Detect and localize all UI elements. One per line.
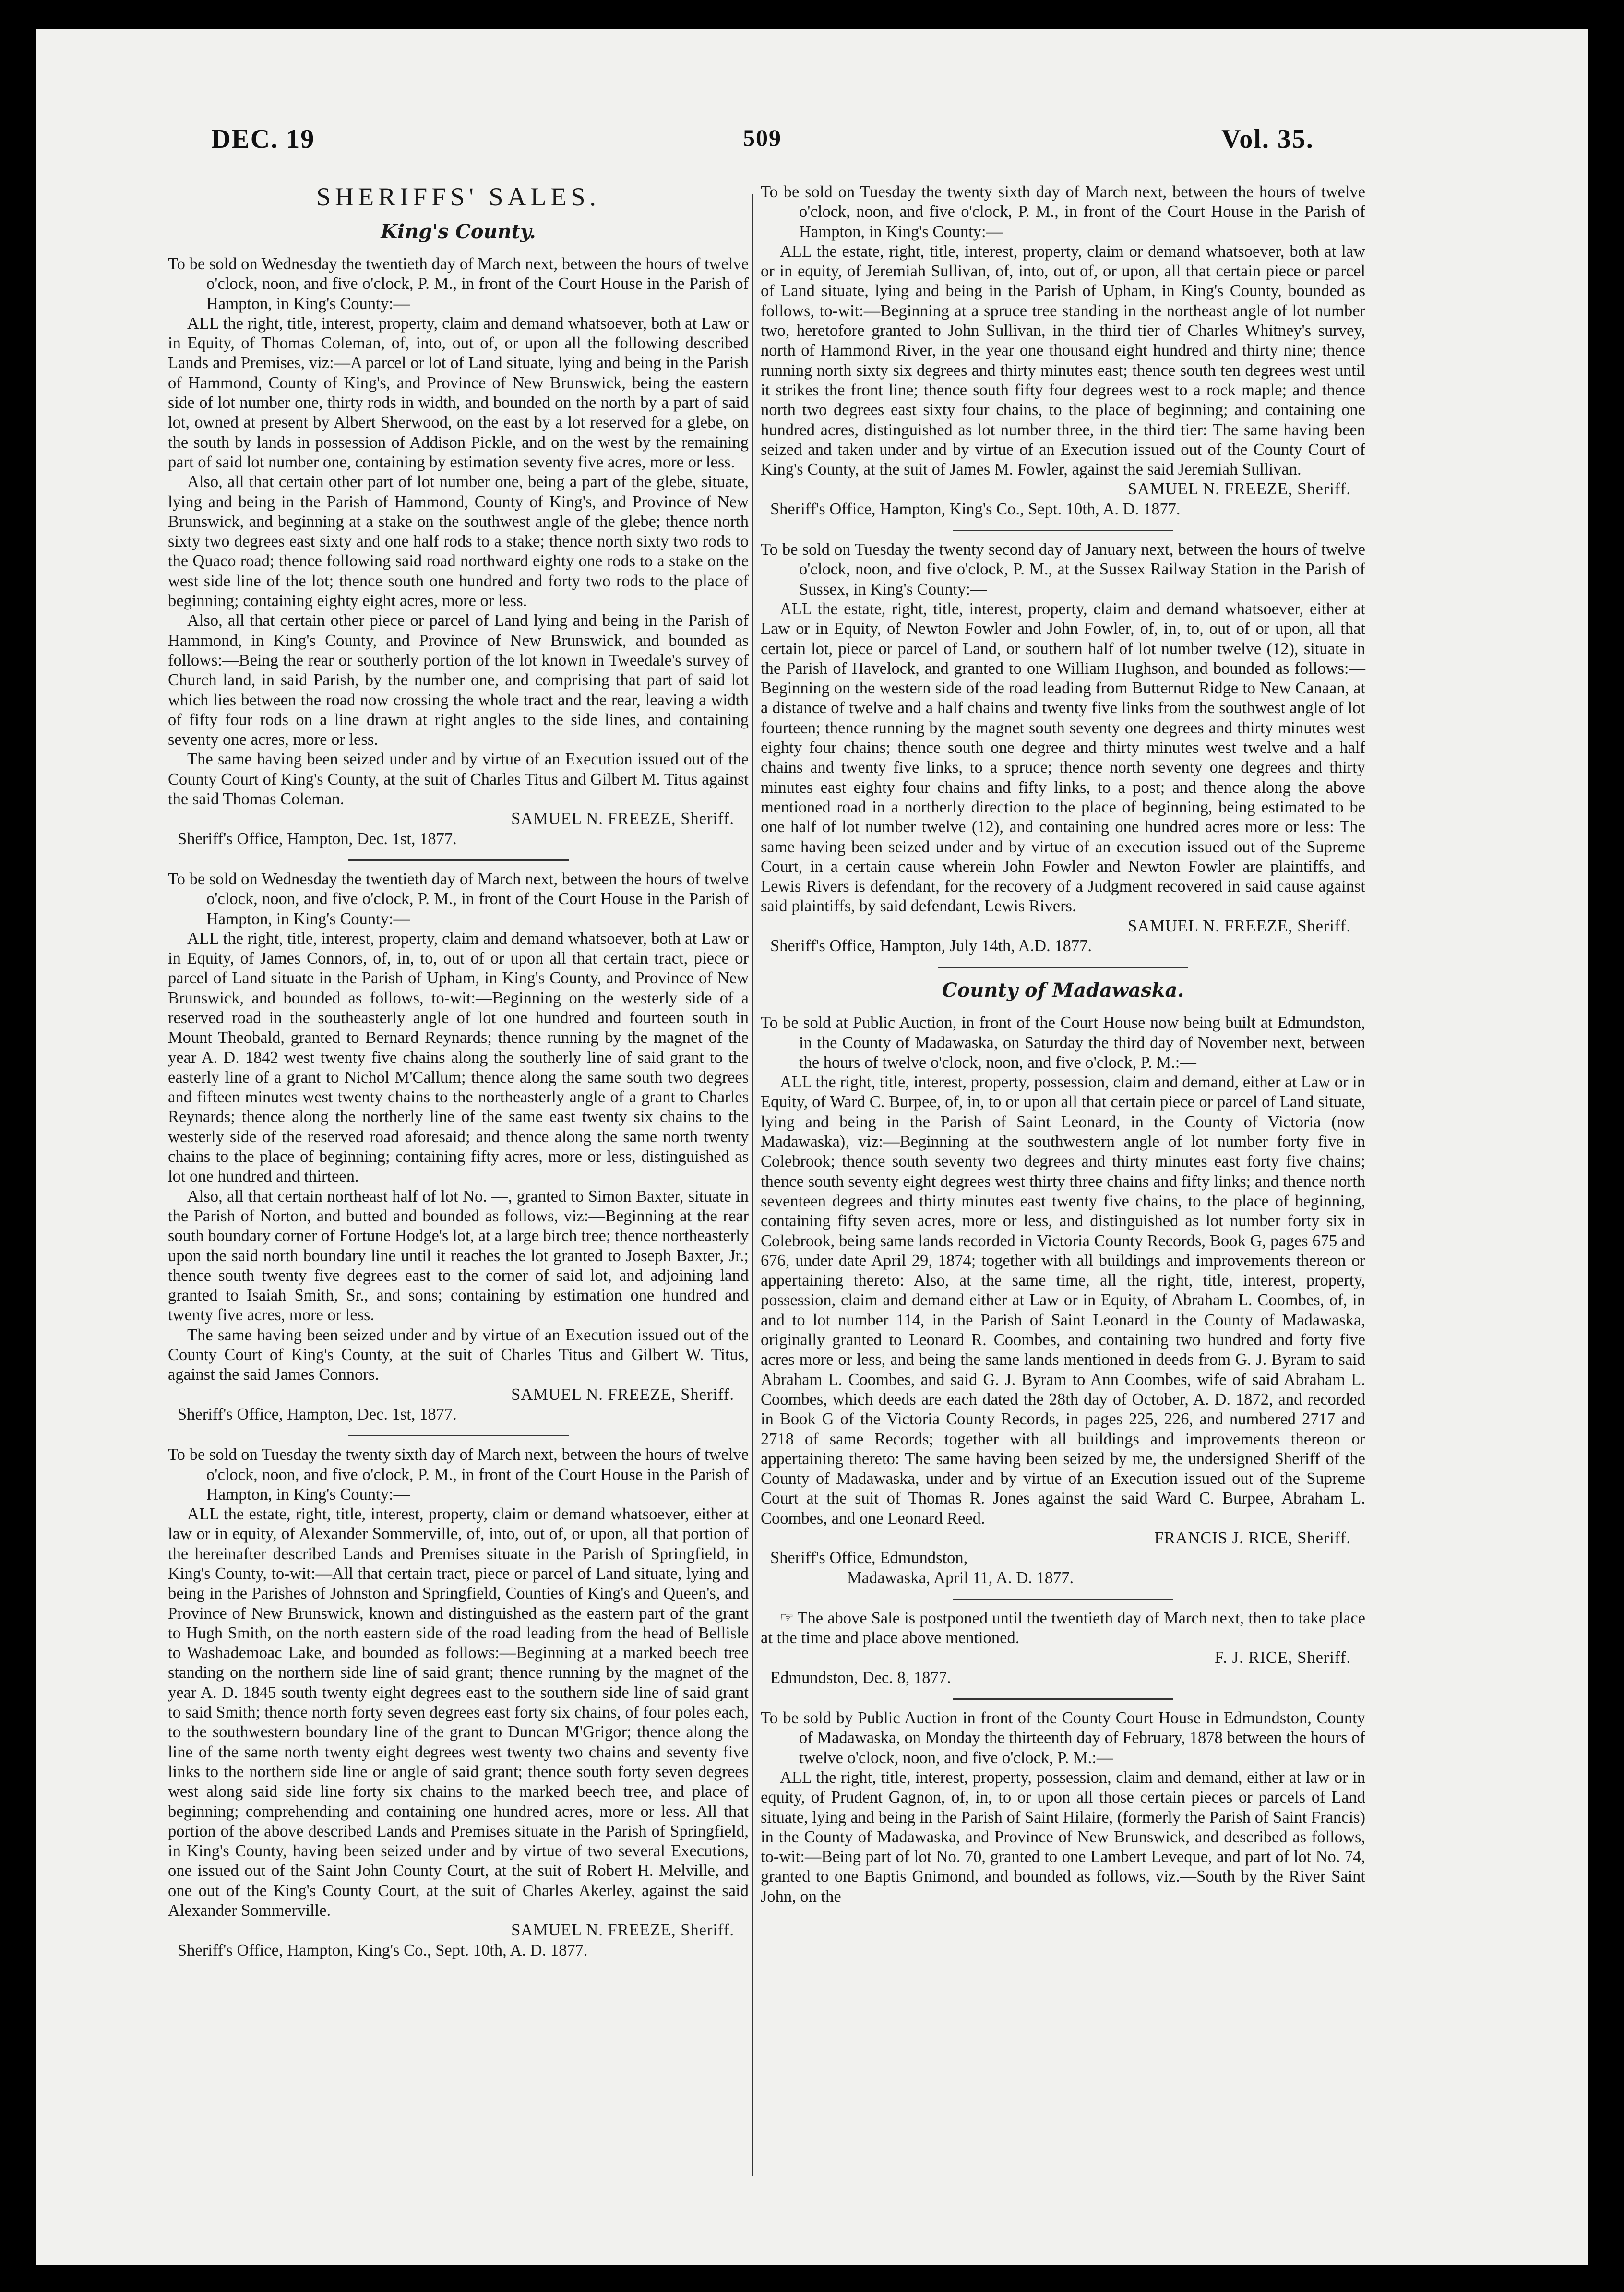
notice-paragraph: ALL the right, title, interest, property, claim and demand whatsoever, both at Law or in Equity, of James Connors, of, in, to, out of or upon all that certain tract, piece or parcel of Land situate in the Parish of Upham, in King's County, and Province of New Brunswick, and bounded as follows, to-wit:—Beginning on the westerly side of a reserved road in the southeasterly angle of lot one hundred and fourteen south in Mount Theobald, granted to Bernard Reynards; thence running by the magnet of the year A. D. 1842 west twenty five chains along the southerly line of said grant to the easterly line of a grant to Nichol M'Callum; thence along the same south two degrees and fifteen minutes west twenty chains to the northeasterly angle of a grant to Charles Reynards; thence along the northerly line of the same east twenty six chains to the westerly side of the reserved road aforesaid; and thence along the same north twenty chains to the place of beginning; containing fifty acres, more or less, distinguished as lot one hundred and thirteen. bbox=[168, 929, 749, 1186]
left-column bbox=[168, 182, 749, 1971]
notice-paragraph: ALL the right, title, interest, property, possession, claim and demand, either at law or in equity, of Prudent Gagnon, of, in, to or upon all those certain pieces or parcels of Land situate, lying and being in the Parish of Saint Hilaire, (formerly the Parish of Saint Francis) in the County of Madawaska, and Province of New Brunswick, and described as follows, to-wit:—Being part of lot No. 70, granted to one Lambert Leveque, and part of lot No. 74, granted to one Baptis Gnimond, and bounded as follows, viz.—South by the River Saint John, on the bbox=[761, 1768, 1365, 1906]
notice-paragraph: The same having been seized under and by virtue of an Execution issued out of the County Court of King's County, at the suit of Charles Titus and Gilbert M. Titus against the said Thomas Coleman. bbox=[168, 750, 749, 809]
header-volume: Vol. 35. bbox=[1221, 124, 1314, 154]
notice-paragraph: ALL the right, title, interest, property, claim and demand whatsoever, both at Law or in Equity, of Thomas Coleman, of, into, out of, or upon all the following described Lands and Premises, viz:—A parcel or lot of Land situate, lying and being in the Parish of Hammond, County of King's, and Province of New Brunswick, being the eastern side of lot number one, thirty rods in width, and bounded on the north by a part of said lot, owned at present by Albert Sherwood, on the east by a lot reserved for a glebe, on the south by lands in possession of Addison Pickle, and on the west by the remaining part of said lot number one, containing by estimation seventy five acres, more or less. bbox=[168, 314, 749, 471]
sheriff-office-line: Sheriff's Office, Hampton, Dec. 1st, 1877. bbox=[178, 829, 457, 848]
sheriff-office-line: Sheriff's Office, Edmundston, bbox=[770, 1549, 968, 1567]
notice-separator bbox=[348, 1435, 569, 1436]
notice-paragraph: ALL the estate, right, title, interest, property, claim and demand whatsoever, either at Law or in Equity, of Newton Fowler and John Fowler, of, in, to, out of or upon, all that certain lot, piece or parcel of Land, or southern half of lot number twelve (12), situate in the Parish of Havelock, and granted to one William Hughson, and bounded as follows:—Beginning on the western side of the road leading from Butternut Ridge to New Canaan, at a distance of twelve and a half chains and twenty five links from the southwest angle of lot fourteen; thence running by the magnet south seventy one degrees and thirty minutes west eighty four chains; thence south one degree and thirty minutes west twelve and a half chains and twenty five links, to a spruce; thence north seventy one degrees and thirty minutes east eighty four chains and fifty links, to a post; and thence along the above mentioned road in a northerly direction to the place of beginning, being estimated to be one half of lot number twelve (12), and containing one hundred acres more or less: The same having been seized under and by virtue of an execution issued out of the Supreme Court, in a certain cause wherein John Fowler and Newton Fowler are plaintiffs, and Lewis Rivers is defendant, for the recovery of a Judgment recovered in said cause against said plaintiffs, by said defendant, Lewis Rivers. bbox=[761, 599, 1365, 916]
sheriff-signature: F. J. RICE, Sheriff. bbox=[1215, 1648, 1351, 1667]
postponement-text bbox=[761, 1609, 1365, 1648]
sale-notice-sommerville bbox=[168, 1445, 749, 1960]
header-page-number: 509 bbox=[743, 124, 782, 151]
notice-intro: To be sold on Tuesday the twenty sixth day of March next, between the hours of twelve o'clock, noon, and five o'clock, P. M., in front of the Court House in the Parish of Hampton, in King's County:— bbox=[761, 183, 1365, 241]
notice-intro: To be sold by Public Auction in front of the County Court House in Edmundston, County of Madawaska, on Monday the thirteenth day of February, 1878 between the hours of twelve o'clock, noon, and five o'clock, P. M.:— bbox=[761, 1709, 1365, 1767]
sheriff-signature: SAMUEL N. FREEZE, Sheriff. bbox=[511, 810, 734, 828]
notice-intro: To be sold on Wednesday the twentieth day of March next, between the hours of twelve o'clock, noon, and five o'clock, P. M., in front of the Court House in the Parish of Hampton, in King's County:— bbox=[168, 255, 749, 313]
notice-paragraph: Also, all that certain other piece or parcel of Land lying and being in the Parish of Hammond, in King's County, and Province of New Brunswick, and bounded as follows:—Being the rear or southerly portion of the lot known in Tweedale's survey of Church land, in said Parish, by the number one, and comprising that part of said lot which lies between the road now crossing the whole tract and the rear, leaving a width of fifty four rods on a line drawn at right angles to the side lines, and containing seventy one acres, more or less. bbox=[168, 611, 749, 749]
section-title: SHERIFFS' SALES. bbox=[316, 182, 600, 211]
county-heading-kings: King's County. bbox=[381, 220, 536, 243]
notice-separator bbox=[953, 1599, 1173, 1600]
sale-notice-gagnon bbox=[761, 1708, 1365, 1907]
postponement-date: Edmundston, Dec. 8, 1877. bbox=[770, 1668, 951, 1687]
notice-paragraph: ALL the right, title, interest, property, possession, claim and demand, either at Law or in Equity, of Ward C. Burpee, of, in, to or upon all that certain piece or parcel of Land situate, lying and being in the Parish of Saint Leonard, in the County of Victoria (now Madawaska), viz:—Beginning at the southwestern angle of lot number forty five in Colebrook; thence south seventy two degrees and thirty minutes east forty five chains; thence south seventy eight degrees west thirty three chains and fifty links; and thence north seventeen degrees and thirty minutes east twenty five chains, to the place of beginning, containing fifty seven acres, more or less, and distinguished as lot number forty six in Colebrook, being same lands recorded in Victoria County Records, Book G, pages 675 and 676, under date April 29, 1874; together with all buildings and improvements thereon or appertaining thereto: Also, at the same time, all the right, title, interest, property, possession, claim and demand either at Law or in Equity, of Abraham L. Coombes, of, in and to lot number 114, in the Parish of Saint Leonard in the County of Madawaska, originally granted to Leonard R. Coombes, and containing two hundred and forty five acres more or less, and being the same lands mentioned in deeds from G. J. Byram to said Abraham L. Coombes, and said G. J. Byram to Ann Coombes, wife of said Abraham L. Coombes, which deeds are each dated the 28th day of October, A. D. 1872, and recorded in Book G of the Victoria County Records, in pages 225, 226, and numbered 2717 and 2718 of same Records; together with all buildings and improvements thereon or appertaining thereto: The same having been seized by me, the undersigned Sheriff of the County of Madawaska, under and by virtue of an Execution issued out of the Supreme Court at the suit of Thomas R. Jones against the said Ward C. Burpee, Abraham L. Coombes, and one Leonard Reed. bbox=[761, 1073, 1365, 1528]
notice-paragraph: Also, all that certain other part of lot number one, being a part of the glebe, situate, lying and being in the Parish of Hammond, County of King's, and Province of New Brunswick, and beginning at a stake on the southwest angle of the glebe; thence north sixty two degrees east sixty and one half rods to a stake; thence north sixty two rods to the Quaco road; thence following said road northward eighty one rods to a stake on the west side line of the lot; thence south one hundred and forty two rods to the place of beginning; containing eighty eight acres, more or less. bbox=[168, 473, 749, 610]
sheriff-office-line: Sheriff's Office, Hampton, King's Co., Sept. 10th, A. D. 1877. bbox=[770, 500, 1181, 518]
sale-notice-burpee bbox=[761, 1013, 1365, 1588]
notice-paragraph: ALL the estate, right, title, interest, property, claim or demand whatsoever, both at law or in equity, of Jeremiah Sullivan, of, into, out of, or upon, all that certain piece or parcel of Land situate, lying and being in the Parish of Upham, in King's County, bounded as follows, to-wit:—Beginning at a spruce tree standing in the northeast angle of lot number two, heretofore granted to John Sullivan, in the third tier of Charles Whitney's survey, north of Hammond River, in the year one thousand eight hundred and thirty nine; thence running north sixty six degrees and thirty minutes east; thence south ten degrees west until it strikes the front line; thence south fifty four degrees west to a rock maple; and thence north two degrees east sixty four chains, to the place of beginning; and containing one hundred acres, distinguished as lot number three, in the third tier: The same having been seized and taken under and by virtue of an Execution issued out of the County Court of King's County, at the suit of James M. Fowler, against the said Jeremiah Sullivan. bbox=[761, 242, 1365, 479]
sheriff-office-line: Sheriff's Office, Hampton, July 14th, A.D. 1877. bbox=[770, 936, 1092, 955]
pointing-hand-icon: ☞ bbox=[780, 1609, 795, 1627]
notice-intro: To be sold on Tuesday the twenty second day of January next, between the hours of twelve o'clock, noon, and five o'clock, P. M., at the Sussex Railway Station in the Parish of Sussex, in King's County:— bbox=[761, 540, 1365, 598]
notice-intro: To be sold at Public Auction, in front of the Court House now being built at Edmundston, in the County of Madawaska, on Saturday the third day of November next, between the hours of twelve o'clock, noon, and five o'clock, P. M.:— bbox=[761, 1014, 1365, 1072]
notice-paragraph: ALL the estate, right, title, interest, property, claim or demand whatsoever, either at law or in equity, of Alexander Sommerville, of, into, out of, or upon, all that portion of the hereinafter described Lands and Premises situate in the Parish of Springfield, in King's County, to-wit:—All that certain tract, piece or parcel of Land situate, lying and being in the Parishes of Johnston and Springfield, Counties of King's and Queen's, and Province of New Brunswick, known and distinguished as the eastern part of the grant to Hugh Smith, on the north eastern side of the road leading from the head of Bellisle to Washademoac Lake, and bounded as follows:—Beginning at a marked beech tree standing on the northern side line of said grant; thence running by the magnet of the year A. D. 1845 south twenty eight degrees east to the southern side line of said grant to said Smith; thence north forty seven degrees east forty six chains, of four poles each, to the southwestern boundary line of the grant to Duncan M'Grigor; thence along the line of the same north twenty eight degrees west twenty two chains and seventy five links to the northern side line or angle of said grant; thence south forty seven degrees west along said side line forty six chains to the marked beech tree, and place of beginning; comprehending and containing one hundred acres, more or less. All that portion of the above described Lands and Premises situate in the Parish of Springfield, in King's County, having been seized under and by virtue of two several Executions, one issued out of the Saint John County Court, at the suit of Robert H. Melville, and one out of the King's County Court, at the suit of Charles Akerley, against the said Alexander Sommerville. bbox=[168, 1505, 749, 1920]
sale-notice-connors bbox=[168, 870, 749, 1424]
county-heading-madawaska: County of Madawaska. bbox=[942, 979, 1184, 1002]
postponement-body: The above Sale is postponed until the twentieth day of March next, then to take place at the time and place above mentioned. bbox=[761, 1609, 1365, 1647]
sheriff-signature: SAMUEL N. FREEZE, Sheriff. bbox=[511, 1385, 734, 1404]
notice-intro: To be sold on Tuesday the twenty sixth day of March next, between the hours of twelve o'clock, noon, and five o'clock, P. M., in front of the Court House in the Parish of Hampton, in King's County:— bbox=[168, 1445, 749, 1504]
sheriff-office-line: Sheriff's Office, Hampton, Dec. 1st, 1877. bbox=[178, 1405, 457, 1423]
sheriff-office-line: Sheriff's Office, Hampton, King's Co., Sept. 10th, A. D. 1877. bbox=[178, 1941, 588, 1959]
notice-separator bbox=[348, 860, 569, 861]
county-divider bbox=[938, 967, 1188, 968]
sheriff-signature: SAMUEL N. FREEZE, Sheriff. bbox=[1128, 480, 1351, 499]
sheriff-signature: SAMUEL N. FREEZE, Sheriff. bbox=[511, 1921, 734, 1940]
sale-notice-sullivan bbox=[761, 182, 1365, 519]
notice-separator bbox=[953, 1698, 1173, 1700]
notice-paragraph: The same having been seized under and by virtue of an Execution issued out of the County Court of King's County, at the suit of Charles Titus and Gilbert W. Titus, against the said James Connors. bbox=[168, 1325, 749, 1384]
sheriff-signature: FRANCIS J. RICE, Sheriff. bbox=[1154, 1529, 1351, 1547]
notice-separator bbox=[953, 530, 1173, 531]
notice-paragraph: Also, all that certain northeast half of lot No. —, granted to Simon Baxter, situate in the Parish of Norton, and butted and bounded as follows, viz:—Beginning at the rear south boundary corner of Fortune Hodge's lot, at a large birch tree; thence northeasterly upon the said north boundary line until it reaches the lot granted to Joseph Baxter, Jr.; thence south twenty five degrees east to the corner of said lot, and adjoining land granted to Isaiah Smith, Sr., and sons; containing by estimation one hundred and twenty five acres, more or less. bbox=[168, 1187, 749, 1325]
column-divider bbox=[752, 194, 753, 2176]
sale-notice-fowler bbox=[761, 540, 1365, 956]
sheriff-signature: SAMUEL N. FREEZE, Sheriff. bbox=[1128, 917, 1351, 935]
notice-intro: To be sold on Wednesday the twentieth day of March next, between the hours of twelve o'clock, noon, and five o'clock, P. M., in front of the Court House in the Parish of Hampton, in King's County:— bbox=[168, 870, 749, 928]
sale-notice-coleman bbox=[168, 254, 749, 849]
header-date: DEC. 19 bbox=[211, 124, 315, 154]
sheriff-office-line-2: Madawaska, April 11, A. D. 1877. bbox=[847, 1568, 1074, 1587]
right-column bbox=[761, 182, 1365, 1917]
postponement-notice bbox=[761, 1609, 1365, 1688]
